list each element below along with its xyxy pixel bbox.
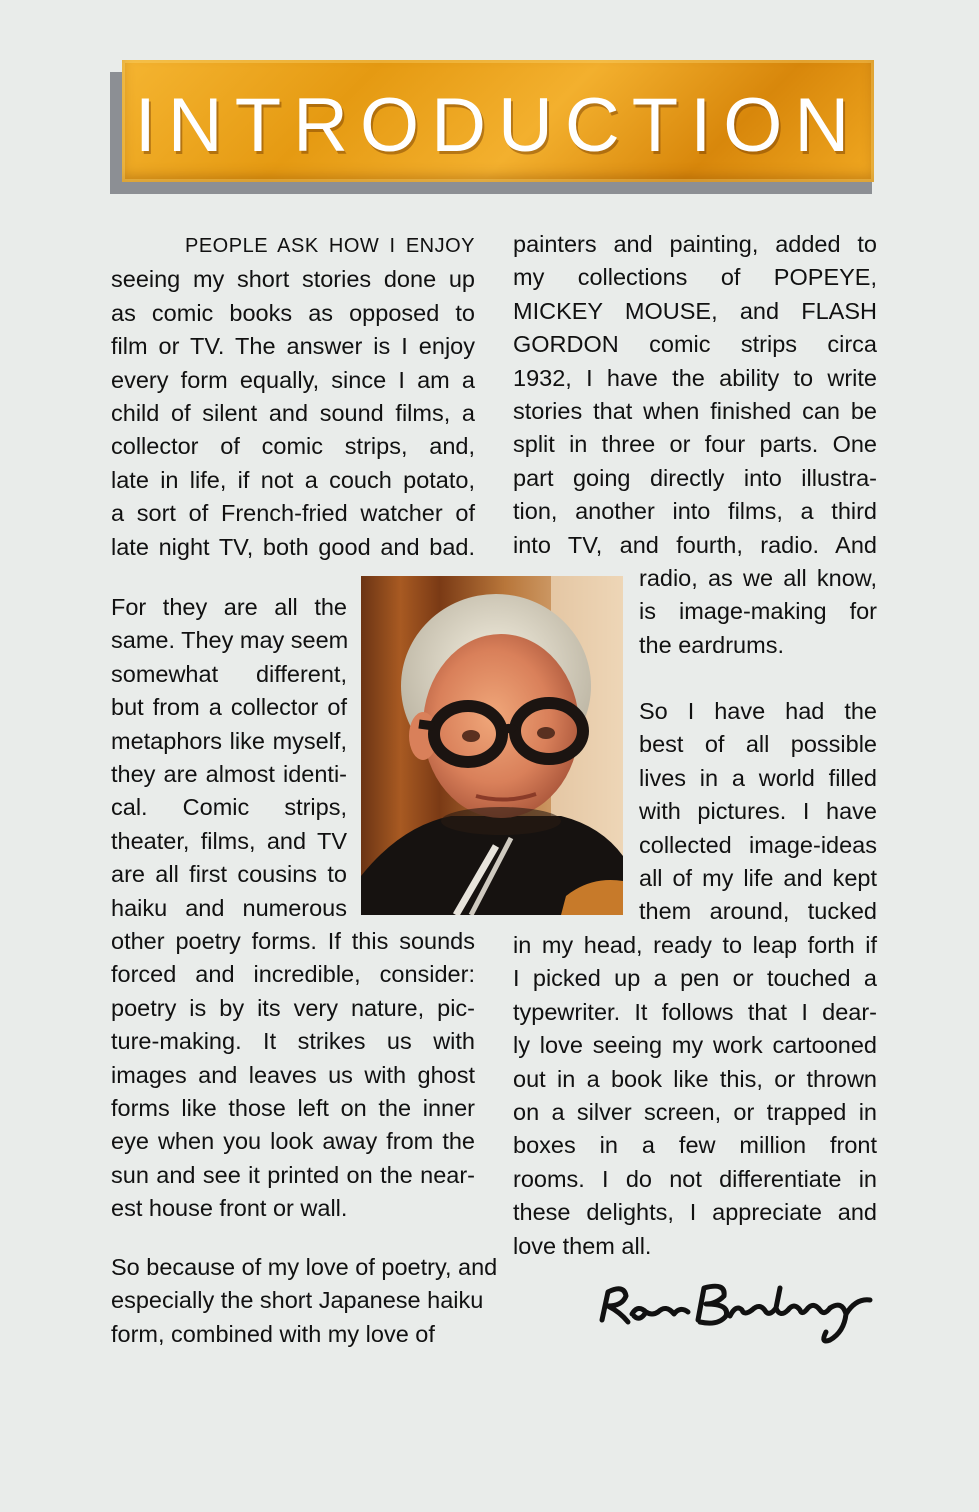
- left-para-2-line: For they are all the: [111, 594, 347, 620]
- right-para-2-line: love them all.: [513, 1232, 652, 1259]
- left-para-1-line: collector of comic strips, and,: [111, 433, 475, 460]
- right-para-1-line: is image-making for: [639, 598, 877, 625]
- left-para-2-line: are all first cousins to: [111, 861, 347, 888]
- left-para-2-line: sun and see it printed on the near-: [111, 1161, 475, 1188]
- left-para-2-line: images and leaves us with ghost: [111, 1061, 475, 1088]
- left-para-2-line: forms like those left on the inner: [111, 1095, 475, 1122]
- left-paragraph-3: [111, 1251, 498, 1351]
- left-paragraph-1: [111, 228, 475, 564]
- right-para-2-line: best of all possible: [639, 731, 877, 758]
- page-title: INTRODUCTION: [134, 83, 862, 168]
- right-para-2-line: ly love seeing my work cartooned: [513, 1032, 877, 1059]
- left-para-2-line: forced and incredible, consider:: [111, 961, 475, 988]
- left-paragraph-2-narrow: [111, 591, 347, 925]
- left-para-1-line: seeing my short stories done up: [111, 266, 475, 293]
- right-para-1-line: tion, another into films, a third: [513, 498, 877, 525]
- right-para-1-line: painters and painting, added to: [513, 231, 877, 257]
- right-para-2-line: these delights, I appreciate and: [513, 1199, 877, 1226]
- right-para-2-line: rooms. I do not differentiate in: [513, 1165, 877, 1192]
- left-para-2-line: haiku and numerous: [111, 894, 347, 921]
- title-banner: [122, 60, 874, 182]
- left-para-2-line: poetry is by its very nature, pic-: [111, 994, 475, 1021]
- right-paragraph-1-wide: [513, 228, 877, 562]
- right-para-2-line: collected image-ideas: [639, 831, 877, 858]
- left-para-2-line: metaphors like myself,: [111, 727, 347, 754]
- left-para-1-line: as comic books as opposed to: [111, 299, 475, 326]
- left-para-3-line: especially the short Japanese haiku: [111, 1287, 484, 1314]
- right-para-2-line: boxes in a few million front: [513, 1132, 877, 1159]
- left-para-2-line: est house front or wall.: [111, 1195, 348, 1222]
- right-para-1-line: stories that when finished can be: [513, 398, 877, 425]
- left-para-1-line: a sort of French-fried watcher of: [111, 500, 475, 527]
- author-photo: [361, 576, 623, 915]
- right-paragraph-2-narrow: [639, 695, 877, 929]
- left-para-2-line: eye when you look away from the: [111, 1128, 475, 1155]
- right-para-2-line: them around, tucked: [639, 898, 877, 925]
- left-para-2-line: theater, films, and TV: [111, 827, 347, 854]
- right-para-2-line: on a silver screen, or trapped in: [513, 1099, 877, 1126]
- right-para-2-line: out in a book like this, or thrown: [513, 1065, 877, 1092]
- right-para-1-line: split in three or four parts. One: [513, 431, 877, 458]
- right-para-2-line: typewriter. It follows that I dear-: [513, 998, 877, 1025]
- right-para-1-line: radio, as we all know,: [639, 565, 877, 591]
- right-paragraph-2-wide: [513, 929, 877, 1263]
- right-para-2-line: with pictures. I have: [639, 798, 877, 825]
- author-portrait-illustration: [361, 576, 623, 915]
- left-para-2-line: other poetry forms. If this sounds: [111, 928, 475, 954]
- right-para-1-line: 1932, I have the ability to write: [513, 364, 877, 391]
- right-para-2-line: I picked up a pen or touched a: [513, 965, 877, 992]
- right-para-1-line: GORDON comic strips circa: [513, 331, 877, 358]
- left-paragraph-2-wide: [111, 925, 475, 1226]
- left-para-2-line: somewhat different,: [111, 660, 347, 687]
- right-para-2-line: in my head, ready to leap forth if: [513, 932, 877, 958]
- right-para-1-line: into TV, and fourth, radio. And: [513, 531, 877, 558]
- right-para-1-line: my collections of POPEYE,: [513, 264, 877, 291]
- right-para-2-line: all of my life and kept: [639, 865, 877, 892]
- lead-in-smallcaps: PEOPLE ASK HOW I ENJOY: [185, 235, 475, 257]
- left-para-3-line: form, combined with my love of: [111, 1320, 435, 1347]
- author-signature: [594, 1270, 894, 1350]
- right-para-2-line: lives in a world filled: [639, 764, 877, 791]
- right-para-1-line: the eardrums.: [639, 631, 784, 658]
- left-para-2-line: but from a collector of: [111, 694, 347, 721]
- right-para-1-line: MICKEY MOUSE, and FLASH: [513, 297, 877, 324]
- left-para-2-line: they are almost identi-: [111, 761, 347, 788]
- right-para-2-line: So I have had the: [639, 698, 877, 724]
- left-para-1-line: every form equally, since I am a: [111, 366, 475, 393]
- right-paragraph-1-narrow: [639, 562, 877, 662]
- left-para-3-line: So because of my love of poetry, and: [111, 1254, 498, 1280]
- left-para-2-line: cal. Comic strips,: [111, 794, 347, 821]
- left-para-2-line: same. They may seem: [111, 627, 349, 654]
- left-para-1-line: late in life, if not a couch potato,: [111, 466, 475, 493]
- left-para-1-line: film or TV. The answer is I enjoy: [111, 333, 475, 360]
- right-para-1-line: part going directly into illustra-: [513, 464, 877, 491]
- left-para-1-line: late night TV, both good and bad.: [111, 533, 475, 560]
- left-para-2-line: ture-making. It strikes us with: [111, 1028, 475, 1055]
- left-para-1-line: child of silent and sound films, a: [111, 400, 475, 427]
